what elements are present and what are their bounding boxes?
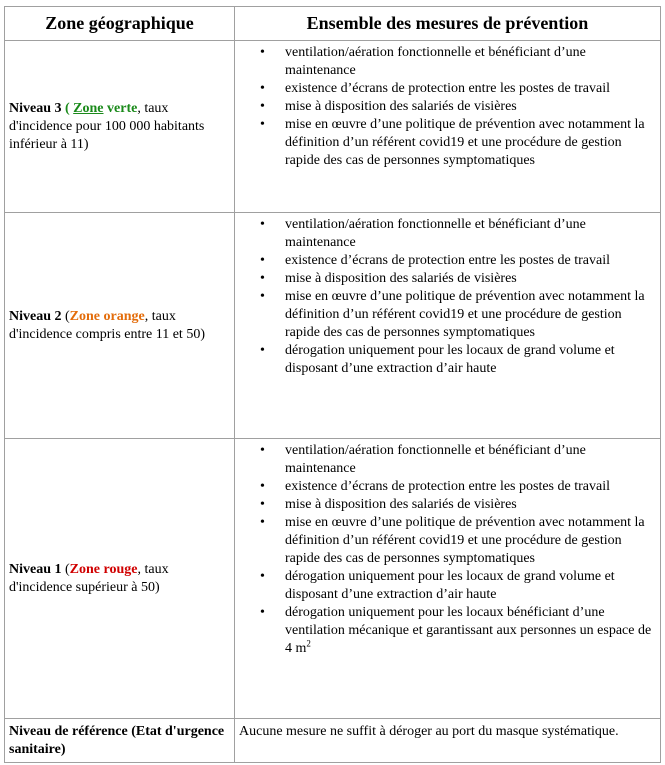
- measures-list: [239, 216, 652, 378]
- header-zone: Zone géographique: [5, 7, 235, 41]
- level-label: Niveau 2: [9, 308, 62, 324]
- header-measures: Ensemble des mesures de prévention: [235, 7, 661, 41]
- list-item: • ventilation/aération fonctionnelle et bénéficiant d’une maintenance: [285, 44, 652, 80]
- zone-word: Zone: [73, 100, 104, 116]
- reference-label-cell: [5, 719, 235, 763]
- list-item: • ventilation/aération fonctionnelle et bénéficiant d’une maintenance: [285, 216, 652, 252]
- measures-list: [239, 442, 652, 658]
- measures-list: [239, 44, 652, 170]
- reference-label: Niveau de référence (Etat d'urgence sanitaire): [9, 724, 225, 757]
- list-item: • mise en œuvre d’une politique de prévention avec notamment la définition d’un référent covid19 et une procédure de gestion rapide des cas de personnes symptomatiques: [285, 116, 652, 170]
- zone-desc: , taux d'incidence compris entre 11 et 50): [9, 308, 205, 342]
- table-row-reference: [5, 719, 661, 763]
- list-item: • mise à disposition des salariés de visières: [285, 98, 652, 116]
- list-item: • existence d’écrans de protection entre les postes de travail: [285, 80, 652, 98]
- level-label: Niveau 1: [9, 561, 62, 577]
- list-item: • dérogation uniquement pour les locaux de grand volume et disposant d’une extraction d’air haute: [285, 568, 652, 604]
- table-header-row: [5, 7, 661, 41]
- zone-open: (: [65, 100, 70, 116]
- reference-text-cell: [235, 719, 661, 763]
- measures-cell-level-2: [235, 213, 661, 439]
- zone-label: Zone orange: [69, 308, 145, 324]
- table-row-level-2: [5, 213, 661, 439]
- zone-color: verte: [107, 100, 138, 116]
- list-item: • dérogation uniquement pour les locaux de grand volume et disposant d’une extraction d’air haute: [285, 342, 652, 378]
- list-item: [285, 604, 652, 658]
- table-row-level-3: [5, 41, 661, 213]
- zone-label: Zone rouge: [69, 561, 138, 577]
- list-item: • mise à disposition des salariés de visières: [285, 270, 652, 288]
- zone-desc: , taux d'incidence pour 100 000 habitants inférieur à 11): [9, 100, 205, 152]
- list-item: • ventilation/aération fonctionnelle et bénéficiant d’une maintenance: [285, 442, 652, 478]
- level-label: Niveau 3: [9, 100, 62, 116]
- superscript: 2: [306, 638, 311, 649]
- prevention-measures-table: [4, 6, 661, 763]
- table-row-level-1: [5, 439, 661, 719]
- list-item: • mise en œuvre d’une politique de prévention avec notamment la définition d’un référent covid19 et une procédure de gestion rapide des cas de personnes symptomatiques: [285, 514, 652, 568]
- zone-cell-level-1: Niveau 1 (Zone rouge, taux d'incidence supérieur à 50): [5, 439, 235, 719]
- measures-cell-level-1: [235, 439, 661, 719]
- measures-cell-level-3: [235, 41, 661, 213]
- list-item: • existence d’écrans de protection entre les postes de travail: [285, 252, 652, 270]
- zone-cell-level-3: [5, 41, 235, 213]
- zone-desc: , taux d'incidence supérieur à 50): [9, 561, 169, 595]
- list-item: • mise à disposition des salariés de visières: [285, 496, 652, 514]
- list-item: • existence d’écrans de protection entre les postes de travail: [285, 478, 652, 496]
- list-item: • mise en œuvre d’une politique de prévention avec notamment la définition d’un référent covid19 et une procédure de gestion rapide des cas de personnes symptomatiques: [285, 288, 652, 342]
- reference-text: Aucune mesure ne suffit à déroger au port du masque systématique.: [239, 724, 619, 739]
- last-measure-text: dérogation uniquement pour les locaux bénéficiant d’une ventilation mécanique et garantissant aux personnes un espace de 4 m: [285, 605, 652, 656]
- zone-cell-level-2: Niveau 2 (Zone orange, taux d'incidence compris entre 11 et 50): [5, 213, 235, 439]
